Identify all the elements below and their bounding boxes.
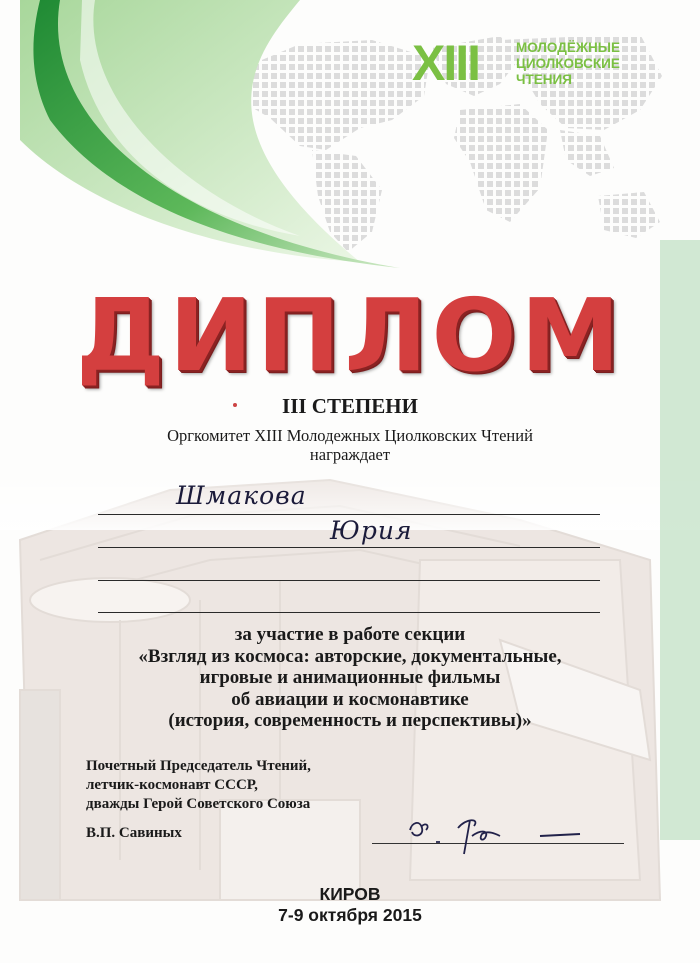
footer-location (0, 884, 700, 926)
recipient-line-1 (98, 514, 600, 515)
diploma-degree: III СТЕПЕНИ (282, 394, 418, 418)
logo-line-2: ЦИОЛКОВСКИЕ (516, 56, 620, 71)
event-dates: 7-9 октября 2015 (278, 905, 422, 925)
signatory-line-3: дважды Герой Советского Союза (86, 796, 311, 812)
section-line-2: «Взгляд из космоса: авторские, документальные, (138, 645, 562, 667)
signatory-name: В.П. Савиных (86, 825, 182, 841)
logo-text (516, 40, 620, 88)
organizer-line-1: Оргкомитет XIII Молодежных Циолковских Чтений (167, 426, 533, 445)
diploma-title: ДИПЛОМ (75, 277, 625, 394)
organizer-text (0, 426, 700, 464)
city-name: КИРОВ (319, 884, 381, 904)
recipient-surname: Шмакова (176, 481, 307, 510)
section-description (60, 624, 640, 732)
recipient-given-name: Юрия (330, 516, 413, 545)
logo-roman-numeral: XIII (412, 35, 480, 91)
section-line-5: (история, современность и перспективы)» (168, 710, 532, 731)
section-line-1: за участие в работе секции (234, 624, 466, 645)
recipient-line-4 (98, 612, 600, 613)
recipient-line-2 (98, 547, 600, 548)
signatory-line-2: летчик-космонавт СССР, (86, 777, 258, 793)
section-line-3: игровые и анимационные фильмы (199, 667, 501, 688)
organizer-line-2: награждает (309, 445, 391, 464)
signatory-titles (86, 757, 311, 814)
logo-line-1: МОЛОДЁЖНЫЕ (516, 40, 621, 55)
logo-line-3: ЧТЕНИЯ (516, 72, 572, 87)
readings-logo (412, 36, 672, 92)
recipient-line-3 (98, 580, 600, 581)
handwritten-signature (400, 808, 590, 858)
signatory-line-1: Почетный Председатель Чтений, (86, 758, 311, 774)
section-line-4: об авиации и космонавтике (231, 688, 469, 710)
